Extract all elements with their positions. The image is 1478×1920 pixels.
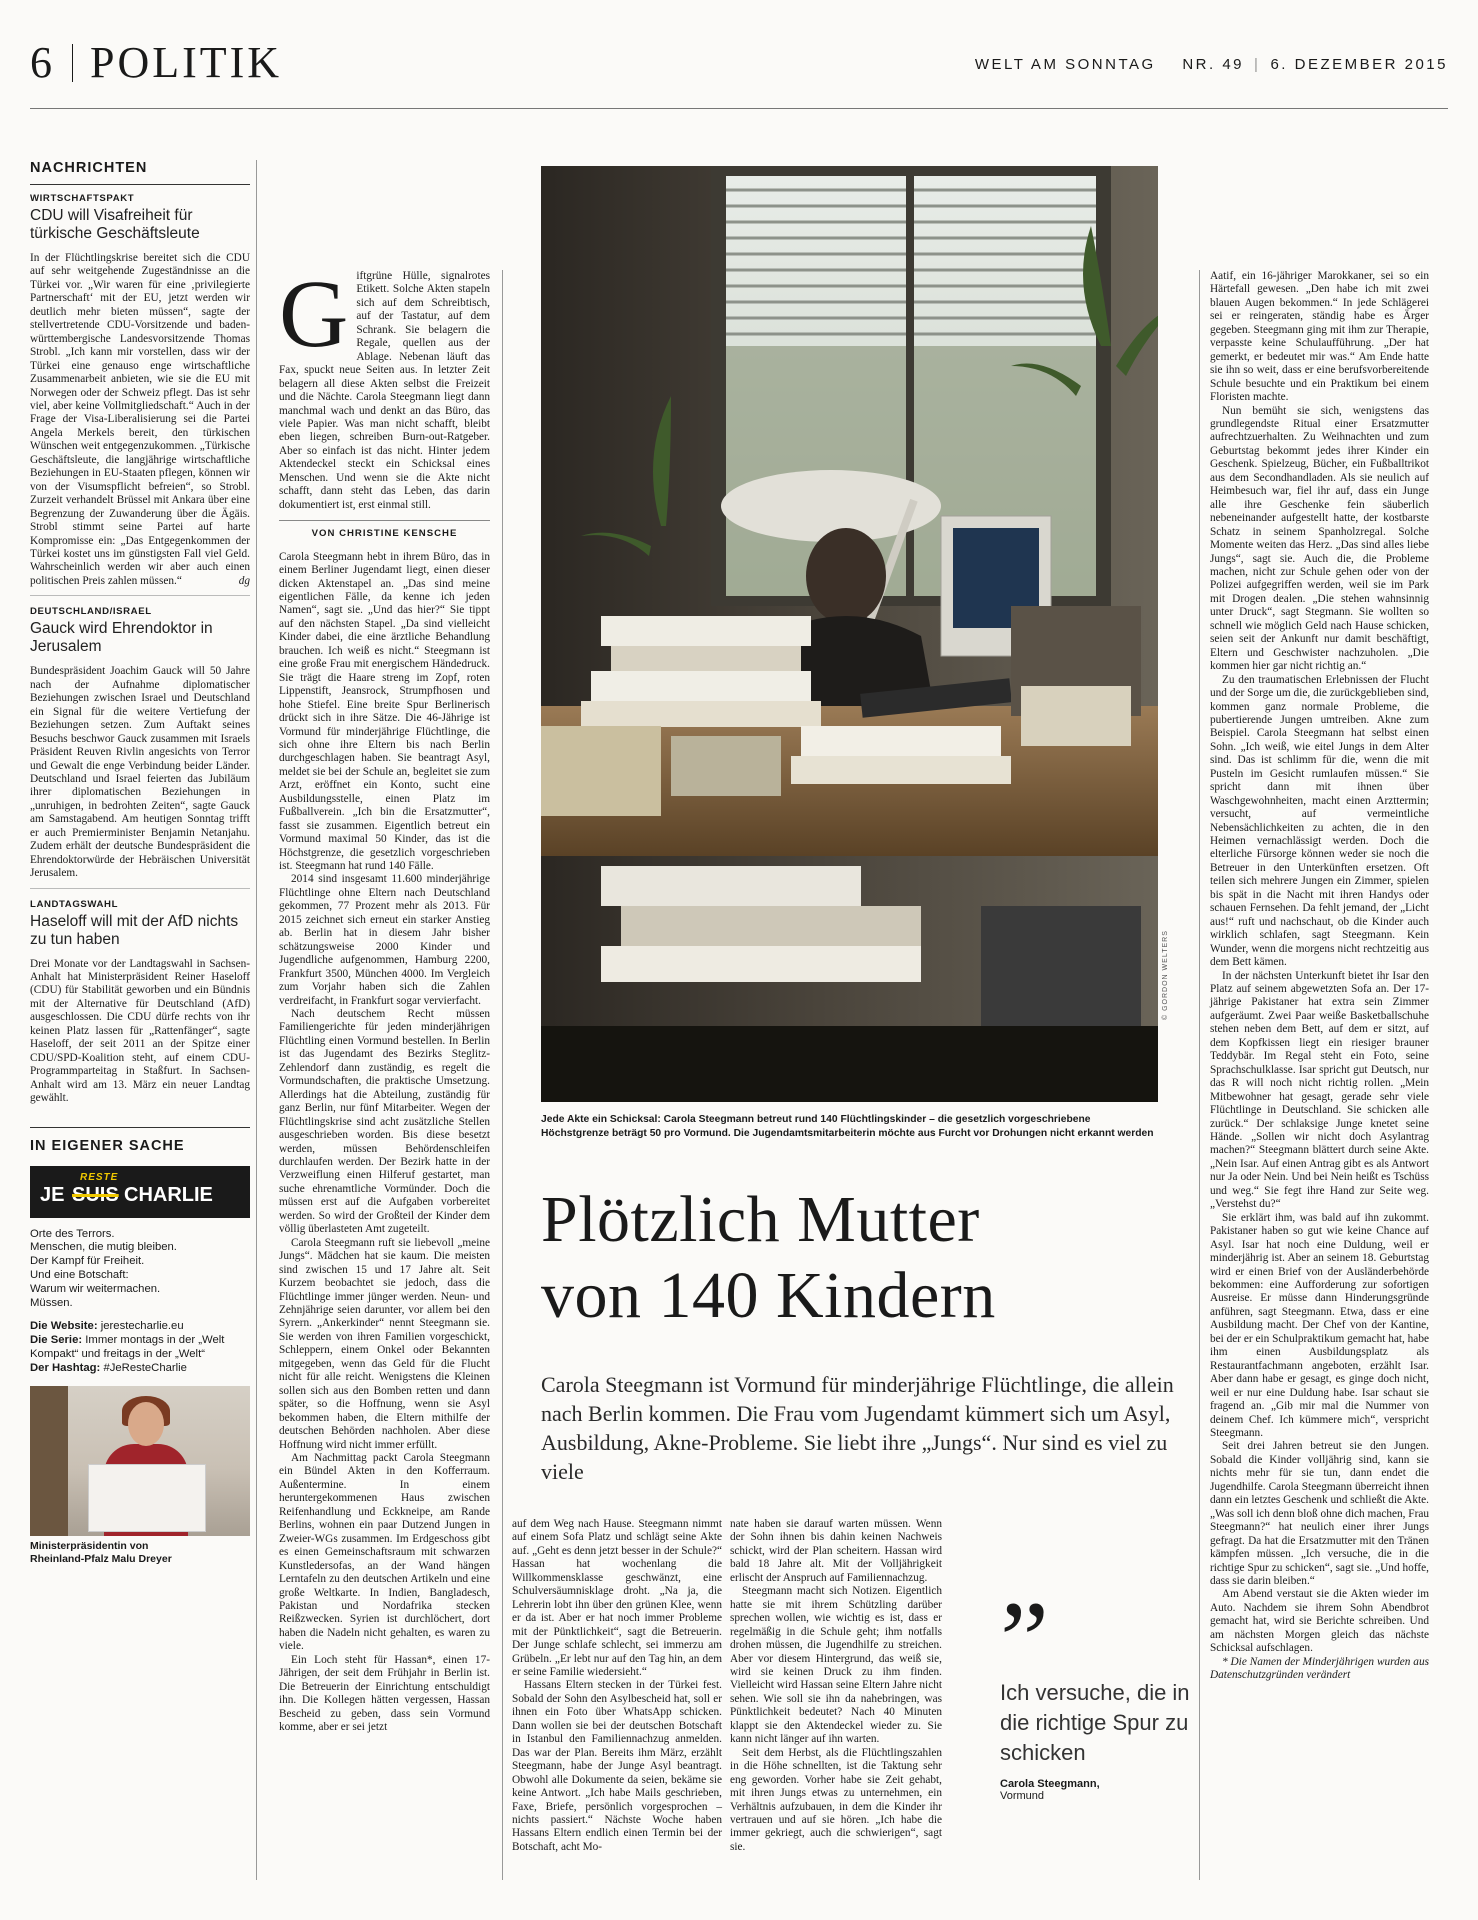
- article-paragraph: Hassans Eltern stecken in der Türkei fest. Sobald der Sohn den Asylbescheid hat, soll er ihnen ein Foto über WhatsApp schicken. Dann wollen sie bei der deutschen Botschaft in Istanbul den Familiennachzug anmelden. Das war der Plan. Bereits ihm März, erzählt Steegmann, habe der Junge Asyl beantragt. Obwohl alle Dokumente da seien, bekäme sie keine Antwort. „Ich habe Mails geschrieben, Faxe, Briefe, persönlich vorgesprochen – nichts passiert.“ Nächste Woche haben Hassans Eltern endlich einen Termin bei der Botschaft, acht Mo-: [512, 1679, 722, 1853]
- article-column-3: [730, 1518, 942, 1854]
- article-intro: iftgrüne Hülle, signalrotes Etikett. Solche Akten stapeln sich auf dem Schreibtisch, auf der Tastatur, auf dem Schrank. Sie belagern die Regale, quellen aus der Ablage. Nebenan läuft das Fax, spuckt neue Seiten aus. In letzter Zeit belagern all diese Akten selbst die Freizeit und die Nächte. Carola Steegmann liegt dann manchmal wach und denkt an das Büro, das viele Papier. Was man nicht schafft, bleibt eben liegen, schreiben Burn-out-Ratgeber. Aber so einfach ist das nicht. Hinter jedem Aktendeckel steckt ein Schicksal eines Menschen. Und wenn sie die Akte nicht schafft, dann steht das Leben, das darin dokumentiert ist, erst einmal still.: [279, 270, 490, 511]
- quote-author-role: Vormund: [1000, 1790, 1045, 1802]
- page-header: [30, 38, 1448, 88]
- news-item: [30, 899, 250, 1113]
- news-body: Drei Monate vor der Landtagswahl in Sachsen-Anhalt hat Ministerpräsident Reiner Haseloff (CDU) für Stabilität geworben und ein Bündnis mit der Alternative für Deutschland (AfD) ausgeschlossen. Die CDU dürfe rechts von ihr keinen Platz lassen für „Rattenfänger“, sagte Haseloff, der seit 2011 an der Spitze einer CDU/SPD-Koalition steht, auf einem CDU-Programmparteitag in Staßfurt. In Sachsen-Anhalt wird am 13. März ein neuer Landtag gewählt.: [30, 957, 250, 1105]
- article-paragraph: Seit drei Jahren betreut sie den Jungen. Sobald die Kinder volljährig sind, kann sie nichts mehr für sie tun, dann endet die Jugendhilfe. Carola Steegmann überreicht ihnen dann ein letztes Geschenk und schließt die Akte. „Was soll ich denn bloß ohne dich machen, Frau Steegmann?“ hat neulich einer ihrer Jungs gefragt. Da hat die Ersatzmutter mit den Tränen kämpfen müssen. „Ich versuche, die in die richtige Spur zu schicken“, sagt sie. „Und hoffe, dass sie darin bleiben.“: [1210, 1440, 1430, 1587]
- news-kicker: WIRTSCHAFTSPAKT: [30, 193, 135, 204]
- issue-number: NR. 49: [1182, 56, 1245, 73]
- news-headline: Gauck wird Ehrendoktor in Jerusalem: [30, 620, 213, 656]
- page-number: 6: [30, 38, 52, 87]
- photo-credit: © GORDON WELTERS: [1162, 930, 1169, 1020]
- news-item: [30, 193, 250, 596]
- quote-mark-icon: ”: [1000, 1579, 1049, 1701]
- issue-date: 6. DEZEMBER 2015: [1270, 56, 1448, 73]
- header-divider: [72, 44, 73, 82]
- article-paragraph: Aatif, ein 16-jähriger Marokkaner, sei so ein Härtefall gewesen. „Den habe ich mit zwei blauen Augen bekommen.“ In jede Schlägerei sei er reingeraten, ständig habe es Ärger gegeben. Steegmann ging mit ihm zur Therapie, verpasste keine Schulaufführung. „Der hat gemerkt, er bedeutet mir was.“ Am Ende hatte sie ihn so weit, dass er eine berufsvorbereitende Schule besuchte und ein Praktikum bei einem Floristen machte.: [1210, 270, 1429, 404]
- article-paragraph: Am Abend verstaut sie die Akten wieder im Auto. Nachdem sie ihrem Sohn Abendbrot gemacht hat, wird sie Berichte schreiben. Und am nächsten Morgen gleich das nächste Schicksal aufschlagen.: [1210, 1588, 1429, 1655]
- article-paragraph: auf dem Weg nach Hause. Steegmann nimmt auf einem Sofa Platz und schlägt seine Akte auf. „Geht es denn jetzt besser in der Schule?“ Hassan hat wochenlang die Willkommensklasse geschwänzt, eine Schulversäumnisklage droht. „Na ja, die Lehrerin lobt ihn über den grünen Klee, wenn er da ist. Aber er hat noch immer Probleme mit der Pünktlichkeit“, sagt die Betreuerin. Der Junge schlafe schlecht, sei immerzu am Grübeln. „Er lebt nur auf den Tag hin, an dem er seine Familie wiedersieht.“: [512, 1518, 722, 1678]
- publication-name: WELT AM SONNTAG: [974, 56, 1156, 73]
- article-paragraph: 2014 sind insgesamt 11.600 minderjährige Flüchtlinge ohne Eltern nach Deutschland gekommen, 77 Prozent mehr als 2013. Für 2015 zeichnet sich erneut ein starker Anstieg ab. Berlin hat in diesem Jahr bisher schätzungsweise 2000 Kinder und Jugendliche aufgenommen, Hamburg 2200, Frankfurt 3500, München 4000. Im Vergleich zum Vorjahr haben sich die Zahlen verdreifacht, in Frankfurt sogar vervierfacht.: [279, 873, 490, 1007]
- article-paragraph: Nach deutschem Recht müssen Familiengerichte für jeden minderjährigen Flüchtling einen Vormund bestellen. In Berlin ist das Jugendamt des Bezirks Steglitz-Zehlendorf dann zuständig, es regelt die Vormundschaften, die praktische Umsetzung. Allerdings hat die Abteilung, zuständig für ganz Berlin, nur fünf Mitarbeiter. Wegen der Flüchtlingskrise sind acht zusätzliche Stellen ausgeschrieben worden. Bis diese besetzt werden, müssen Behördenschleifen durchlaufen werden. Der Bezirk hatte in der Verzweiflung einen Hilferuf gestartet, man suche ehrenamtliche Vormünder. Doch die müssen erst auf die Aufgaben vorbereitet werden. So wird der Großteil der Kinder dem völlig überlasteten Amt zugeteilt.: [279, 1008, 490, 1236]
- news-kicker: LANDTAGSWAHL: [30, 898, 119, 910]
- article-paragraph: Seit dem Herbst, als die Flüchtlingszahlen in die Höhe schnellten, ist die Taktung sehr eng geworden. Vorher habe sie Zeit gehabt, mit ihren Jungs etwas zu unternehmen, ein Verhältnis aufzubauen, in dem die Kinder ihr vertrauen und auf sie hören. „Ich habe die immer gekriegt, auch die schwierigen“, sagt sie.: [730, 1746, 942, 1853]
- photo-caption: Jede Akte ein Schicksal: Carola Steegmann betreut rund 140 Flüchtlingskinder – die gesetzlich vorgeschriebene Höchstgrenze beträgt 50 pro Vormund. Die Jugendamtsmitarbeiterin möchte aus Furcht vor Drohungen nicht erkannt werden: [541, 1114, 1154, 1139]
- news-signature: dg: [238, 574, 250, 587]
- pull-quote: [1000, 1579, 1190, 1802]
- campaign-website-link[interactable]: jerestecharlie.eu: [100, 1320, 184, 1333]
- campaign-hashtag: #JeResteCharlie: [103, 1361, 187, 1374]
- header-rule: [30, 108, 1448, 109]
- article-paragraph: In der nächsten Unterkunft bietet ihr Isar den Platz auf seinem abgewetzten Sofa an. Der 17-jährige Pakistaner hat extra sein Zimmer aufgeräumt. Zwei Paar weiße Basketballschuhe stehen neben dem Bett, auf dem er sitzt, auf dem Kopfkissen liegt ein riesiger brauner Teddybär. Im Regal steht ein Foto, seine Sprachschulklasse. Isar spricht gut Deutsch, nur das R will noch nicht richtig rollen. „Mein Mitbewohner hat gesagt, gerade sehr viele Flüchtlinge in Deutschland. Sie schicken alle zurück.“ Der schlaksige Junge knetet seine Hände. „Sollen wir nicht doch Asylantrag machen?“ Steegmann blättert durch seine Akte. „Nein Isar. Auf einen Antrag gibt es als Antwort nur Ja oder Nein. Und bei Nein heißt es Tschüss und weg.“ Sie fegt ihre Hand zur Seite weg. „Verstehst du?“: [1210, 969, 1429, 1211]
- campaign-text: Orte des Terrors. Menschen, die mutig bleiben. Der Kampf für Freiheit. Und eine Botschaft: Warum wir weitermachen. Müssen. Die Website: jerestecharlie.eu Die Serie: Immer montags in der „Welt Kompakt“ und freitags in der „Welt“ Der Hashtag: #JeResteCharlie: [30, 1227, 225, 1374]
- article-column-2: [512, 1518, 722, 1854]
- article-paragraph: Carola Steegmann ruft sie liebevoll „meine Jungs“. Mädchen hat sie kaum. Die meisten sind zwischen 15 und 17 Jahre alt. Seit Kurzem beobachtet sie jedoch, dass die Flüchtlinge immer jünger werden. Neun- und Zehnjährige seien darunter, vor allem bei den Syrern. „Ankerkinder“ nennt Steegmann sie. Sie werden von ihren Familien vorgeschickt, Schleppern, einem Onkel oder Bekannten mitgegeben, wenn das Geld für die Flucht nicht für alle reicht. Wenigstens die Kleinen sollen sich aus den Bomben retten und dann später, so die Hoffnung, wenn sie Asyl bekommen haben, die Eltern mithilfe der deutschen Behörden nachholen. Aber diese Hoffnung wird nicht immer erfüllt.: [279, 1236, 490, 1451]
- article-paragraph: Am Nachmittag packt Carola Steegmann ein Bündel Akten in den Kofferraum. Außentermine. In einem heruntergekommenen Haus zwischen Reifenhandlung und Eckkneipe, am Rande Berlins, wohnen ein paar Dutzend Jungen in Zweier-WGs zusammen. Im Erdgeschoss gibt es einen Gemeinschaftsraum mit schwarzen Kunstledersofas, an der Wand hängen Lerntafeln zu den deutschen Artikeln und eine große Weltkarte. In Indien, Bangladesch, Pakistan und Nordafrika stecken Reißzwecken. Syrien ist durchlöchert, dort haben die Nadeln nicht gehalten, es waren zu viele.: [279, 1451, 490, 1653]
- je-reste-charlie-logo: JE RESTE SUIS CHARLIE: [30, 1166, 250, 1218]
- drop-cap: G: [279, 260, 349, 367]
- article-column-1: [279, 260, 490, 1734]
- news-sidebar: [30, 160, 250, 1566]
- news-headline: CDU will Visafreiheit für türkische Geschäftsleute: [30, 207, 200, 242]
- sidebar-title: NACHRICHTEN: [30, 160, 250, 185]
- article-footnote: * Die Namen der Minderjährigen wurden aus Datenschutzgründen verändert: [1210, 1655, 1429, 1682]
- article-column-4: [1210, 270, 1429, 1683]
- article-paragraph: Ein Loch steht für Hassan*, einen 17-Jährigen, der seit dem Frühjahr in Berlin ist. Die Betreuerin der Einrichtung entschuldigt ihn. Die Kollegen hätten vergessen, Hassan Bescheid zu geben, dass sein Vormund komme, aber er sei jetzt: [279, 1653, 490, 1734]
- in-eigener-sache-box: [30, 1127, 250, 1566]
- quote-text: Ich versuche, die in die richtige Spur zu schicken: [1000, 1680, 1190, 1765]
- article-photo: [541, 166, 1158, 1102]
- article-paragraph: nate haben sie darauf warten müssen. Wenn der Sohn ihnen bis dahin keinen Nachweis schickt, wird der Plan scheitern. Hassan wird bald 18 Jahre alt. Mit der Volljährigkeit erlischt der Anspruch auf Familiennachzug.: [730, 1518, 942, 1584]
- article-paragraph: Sie erklärt ihm, was bald auf ihn zukommt. Pakistaner haben so gut wie keine Chance auf Asyl. Isar hat noch eine Duldung, weil er minderjährig ist. Aber an seinem 18. Geburtstag wird er einen Brief von der Ausländerbehörde bekommen: eine Aufforderung zur sofortigen Ausreise. Er müsse dann Hinderungsgründe anführen, sagt Steegmann. Etwa, dass er eine Ausbildung macht. Der Chef von der Kantine, bei der er ein Schulpraktikum gemacht hat, habe ihm einen Ausbildungsplatz als Restaurantfachmann angeboten, erzählt Isar. Aber dann habe er gesagt, es ginge doch nicht, weil er nur eine Duldung habe. Isar schaut sie fragend an. „Gib mir mal die Nummer von deinem Chef. Ich kümmere mich“, verspricht Steegmann.: [1210, 1211, 1429, 1439]
- quote-author: Carola Steegmann,: [1000, 1778, 1100, 1790]
- column-divider: [256, 160, 257, 1880]
- section-title: POLITIK: [90, 38, 283, 87]
- article-paragraph: Nun bemüht sie sich, wenigstens das grundlegendste Ritual einer Ersatzmutter aufrechtzuerhalten. Zu Weihnachten und zum Geburtstag bekommt jedes ihrer Kinder ein Geschenk. Spielzeug, Bücher, ein Fußballtrikot aus dem Secondhandladen. Als sie neulich auf Heimbesuch war, fiel ihr auf, dass ein Junge alle ihre Geschenke fein säuberlich nebeneinander aufgestellt hatte, der kostbarste Schatz in seinem Spanholzregal. Solche Momente weiten das Herz. „Das sind alles liebe Jungs“, sagt sie. Auch die, die Probleme machen, nicht zur Schule gehen oder von der Polizei aufgegriffen werden, weil sie im Park mit Drogen dealen. „Die stehen wahnsinnig unter Druck“, sagt Stegmann. Sie wollten so schnell wie möglich Geld nach Hause schicken, seien seit der Ankunft nur damit beschäftigt, Eltern und Geschwister nachzuholen. „Die kommen hier gar nicht richtig an.“: [1210, 404, 1429, 673]
- article-paragraph: Steegmann macht sich Notizen. Eigentlich hatte sie mit ihrem Schützling darüber sprechen wollen, wie wichtig es ist, dass er regelmäßig in die Schule geht; ihm notfalls drohen müssen, die Jugendhilfe zu streichen. Aber vor diesem Hintergrund, das weiß sie, wird sie keinen Druck zu ihm finden. Vielleicht wird Hassan seine Eltern Jahre nicht sehen. Wie soll sie ihn da nahebringen, was Pünktlichkeit bedeutet? Nach 40 Minuten klappt sie den Aktendeckel wieder zu. Sie kann nicht länger auf ihn warten.: [730, 1585, 942, 1746]
- campaign-photo: [30, 1386, 250, 1536]
- article-headline: Plötzlich Mutter von 140 Kindern: [541, 1183, 996, 1332]
- in-eigener-sache-title: IN EIGENER SACHE: [30, 1127, 250, 1162]
- article-paragraph: Zu den traumatischen Erlebnissen der Flucht und der Sorge um die, die zurückgeblieben sind, kommen ganz normale Probleme, die pubertierende Jungen umtreiben. Akne zum Beispiel. Carola Steegmann hat selbst einen Sohn. „Ich weiß, wie eitel Jungs in dem Alter sind. Das ist schlimm für die, wenn die mit Pusteln im Gesicht rumlaufen müssen.“ Sie spricht dann mit ihnen über Waschgewohnheiten, macht einen Arzttermin; versucht, auf vermeintliche Nebensächlichkeiten zu achten, die in den Heimen vernachlässigt werden. Doch die elterliche Fürsorge können weder sie noch die Betreuer in den Unterkünften ersetzen. Oft teilen sich mehrere Jungen ein Zimmer, spielen bis spät in die Nacht mit ihren Handys oder schauen Fernsehen. Da fehlt jemand, der „Licht aus!“ ruft und nachschaut, ob die Kinder auch wirklich schlafen, sagt Steegmann. Kein Wunder, wenn die morgens nicht rechtzeitig aus dem Bett kämen.: [1210, 673, 1429, 969]
- news-body: In der Flüchtlingskrise bereitet sich die CDU auf sehr weitgehende Zugeständnisse an die Türkei vor. „Wir waren für eine ‚privilegierte Partnerschaft‘ mit der EU, jetzt werden wir deutlich mehr bieten müssen“, sagte der stellvertretende CDU-Vorsitzende und baden-württembergische Landesvorsitzende Thomas Strobl. „Ich kann mir vorstellen, dass wir der Türkei eine genauso enge wirtschaftliche Zusammenarbeit anbieten, wie sie die EU mit Norwegen oder der Schweiz pflegt. Das ist sehr viel, aber keine Vollmitgliedschaft.“ Auch in der Frage der Visa-Liberalisierung sei die Partei Angela Merkels bereit, den türkischen Wünschen weit entgegenzukommen. „Türkische Geschäftsleute, die langjährige wirtschaftliche Beziehungen in EU-Staaten pflegen, können wir von der Visumspflicht befreien“, so Strobl. Zurzeit verhandelt Brüssel mit Ankara über eine Begrenzung der Zuwanderung über die Ägäis. Strobl stimmt seine Partei auf harte Kompromisse ein: „Das Entgegenkommen der Türkei kostet uns im günstigsten Fall viel Geld. Wahrscheinlich werden wir aber auch einen politischen Preis zahlen müssen.“ dg: [30, 252, 250, 587]
- news-kicker: DEUTSCHLAND/ISRAEL: [30, 606, 152, 618]
- news-body: Bundespräsident Joachim Gauck will 50 Jahre nach der Aufnahme diplomatischer Beziehungen zwischen Israel und Deutschland ein Signal für die weitere Vertiefung der Beziehungen setzen. Zum Auftakt seines Besuchs beschwor Gauck zusammen mit Israels Präsident Reuven Rivlin angesichts von Terror und Gewalt die enge Verbindung beider Länder. Deutschland und Israel feierten das Jubiläum ihrer diplomatischen Beziehungen in „unruhigen, in bedrohten Zeiten“, sagte Gauck am Samstagabend. Am heutigen Sonntag trifft er auch Premierminister Benjamin Netanjahu. Zudem erhält der deutsche Bundespräsident die Ehrendoktorwürde der Hebräischen Universität Jerusalem.: [30, 665, 250, 880]
- column-divider: [1199, 270, 1200, 1880]
- byline: VON CHRISTINE KENSCHE: [279, 520, 490, 540]
- news-item: [30, 606, 250, 888]
- column-divider: [502, 270, 503, 1880]
- campaign-photo-caption: Ministerpräsidentin von Rheinland-Pfalz Malu Dreyer: [30, 1539, 172, 1565]
- header-meta: WELT AM SONNTAG NR. 49 | 6. DEZEMBER 2015: [974, 56, 1448, 73]
- article-paragraph: Carola Steegmann hebt in ihrem Büro, das in einem Berliner Jugendamt liegt, einen dieser dicken Aktenstapel an. „Das sind meine eigentlichen Fälle, da kenne ich jeden Namen“, sagt sie. „Und das hier?“ Sie tippt auf den nächsten Stapel. „Da sind vielleicht Kinder dabei, die eine ärztliche Behandlung brauchen. Ich weiß es nicht.“ Steegmann ist eine große Frau mit energischem Händedruck. Sie trägt die Haare streng im Zopf, roten Lippenstift, Jeansrock, Strumpfhosen und hohe Stiefel. Eine breite Spur Berlinerisch drückt sich in ihre Sätze. Die 46-Jährige ist Vormund für minderjährige Flüchtlinge, die sich ohne ihre Eltern bis nach Berlin durchgeschlagen haben. Sie beantragt Asyl, meldet sie bei der Schule an, begleitet sie zum Arzt, eröffnet ein Konto, sucht eine Ausbildungsstelle, einen Platz im Fußballverein. „Ich bin die Ersatzmutter“, fasst sie zusammen. Eigentlich betreut ein Vormund maximal 50 Kinder, das ist die Höchstgrenze, die gesetzlich vorgeschrieben ist. Steegmann hat rund 140 Fälle.: [279, 550, 490, 873]
- article-teaser: Carola Steegmann ist Vormund für minderjährige Flüchtlinge, die allein nach Berlin kommen. Die Frau vom Jugendamt kümmert sich um Asyl, Ausbildung, Akne-Probleme. Sie liebt ihre „Jungs“. Nur sind es viel zu viele: [541, 1372, 1174, 1484]
- news-headline: Haseloff will mit der AfD nichts zu tun haben: [30, 912, 239, 948]
